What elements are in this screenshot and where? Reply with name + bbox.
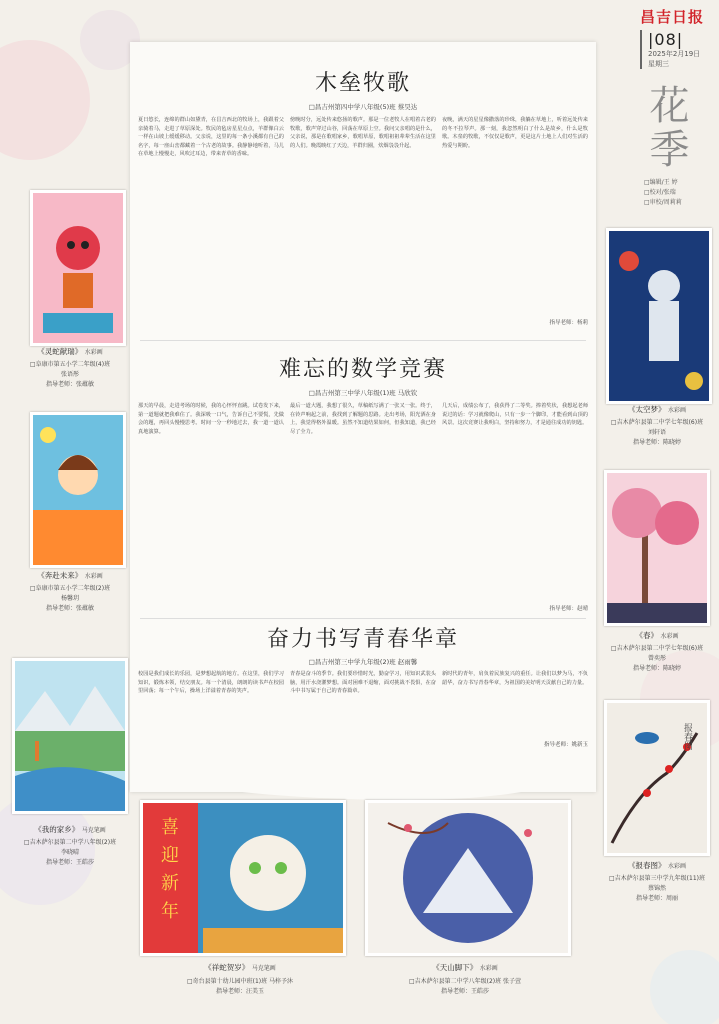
artwork-author: 蔡锦然	[647, 885, 666, 892]
artwork-teacher: 指导老师：陈晓婷	[632, 439, 681, 446]
artwork-medium: 水彩画	[667, 863, 686, 870]
artwork-author: 李晓晴	[60, 849, 79, 856]
artwork-author: 曾奕彤	[647, 655, 666, 662]
artwork-title: 《天山脚下》	[432, 963, 478, 972]
page-info	[640, 30, 716, 69]
artwork-author: 杨馨玥	[60, 595, 79, 602]
artwork-teacher: 指导老师：汪美玉	[215, 988, 264, 995]
artwork-caption	[10, 346, 130, 357]
artwork-caption	[140, 962, 340, 973]
artwork-caption	[598, 404, 716, 415]
artwork-school: □阜康市第五小学二年级(4)班	[29, 361, 111, 368]
artwork-teacher: 指导老师：周丽	[635, 895, 678, 902]
divider	[140, 340, 586, 341]
teacher-credit: 指导老师：杨莉	[549, 320, 588, 326]
artwork-medium: 马克笔画	[251, 965, 276, 972]
artwork-image	[30, 412, 126, 568]
editor-line: □审校/周莉莉	[644, 199, 682, 206]
article-byline: □昌吉州第三中学九年级(2)班 赵雨馨	[308, 658, 418, 666]
article-body: 夏日悠长，连绵的群山如黛青，在昌吉西北的牧场上，我跟着父亲骑着马，走进了草原深处。牧民的毡房星星点点，羊群像白云一样在山坡上缓缓移动。父亲说，这里的每一条小溪都有自己的名字，每一座山峦都藏着一个古老的故事。我静静地听着，马儿在草地上慢慢走，风吹过耳边，带来青草的香味。	[138, 117, 284, 158]
astronaut-illustration	[609, 231, 709, 401]
article-title: 难忘的数学竞赛	[278, 357, 447, 382]
artwork-caption	[598, 630, 716, 641]
artwork-title: 《灵蛇献瑞》	[37, 347, 83, 356]
article-title: 奋力书写青春华章	[266, 627, 459, 652]
artwork-credit	[140, 977, 340, 997]
cherry-blossom-illustration	[607, 473, 707, 623]
artwork-school: □吉木萨尔县第二中学七年级(6)班	[610, 645, 704, 652]
teacher-credit: 指导老师：赵晴	[549, 606, 588, 612]
artwork-credit	[10, 584, 130, 614]
artwork-author: 张语彤	[60, 371, 79, 378]
artwork-teacher: 指导老师：王皓莎	[440, 988, 489, 995]
artwork-medium: 水彩画	[660, 633, 679, 640]
artwork-credit	[10, 360, 130, 390]
artwork-title: 《太空梦》	[628, 405, 666, 414]
editor-line: □校对/张瑞	[644, 189, 676, 196]
new-year-snake-illustration	[143, 803, 343, 953]
artwork-school: □吉木萨尔县第二中学八年级(2)班 张子萱	[408, 978, 522, 985]
issue-date: 2025年2月19日	[648, 50, 701, 58]
article-byline: □昌吉州第三中学八年级(1)班 马欣钦	[308, 389, 418, 397]
artwork-title: 《报春图》	[628, 861, 666, 870]
artwork-caption	[365, 962, 565, 973]
artwork-title: 《祥蛇贺岁》	[204, 963, 250, 972]
article-body: 夜晚，满天的星星像撒落的珍珠，我躺在草地上，听着远处传来的冬不拉琴声。那一刻，我忽然明白了什么是故乡，什么是牧歌。木垒的牧歌，不仅仅是歌声，更是这片土地上人们对生活的热爱与期盼。	[442, 117, 588, 149]
artwork-teacher: 指导老师：张蕴敏	[45, 605, 94, 612]
artwork-credit	[10, 838, 130, 868]
artwork-medium: 水彩画	[84, 573, 103, 580]
artwork-image	[30, 190, 126, 346]
artwork-credit	[598, 418, 716, 448]
artwork-medium: 水彩画	[667, 407, 686, 414]
greeting-char: 迎	[161, 845, 179, 866]
girl-running-illustration	[33, 415, 123, 565]
artwork-medium: 水彩画	[84, 349, 103, 356]
artwork-school: □吉木萨尔县第二中学八年级(2)班	[23, 839, 117, 846]
artwork-caption	[598, 860, 716, 871]
artwork-credit	[598, 644, 716, 674]
artwork-image	[604, 470, 710, 626]
editor-line: □编辑/王 婷	[644, 179, 678, 186]
landscape-illustration	[15, 661, 125, 811]
artwork-caption	[10, 570, 130, 581]
artwork-teacher: 指导老师：张蕴敏	[45, 381, 94, 388]
artwork-medium: 马克笔画	[81, 827, 106, 834]
artwork-image	[140, 800, 346, 956]
newspaper-logo: 昌吉日报	[640, 8, 705, 26]
teacher-credit: 指导老师：姚新玉	[543, 742, 588, 748]
issue-weekday: 星期三	[648, 60, 669, 68]
artwork-medium: 水彩画	[479, 965, 498, 972]
artwork-school: □奇台县第十幼儿园中班(1)班 马梓予沐	[186, 978, 294, 985]
divider	[140, 618, 586, 619]
artwork-caption	[10, 824, 130, 835]
artwork-credit	[598, 874, 716, 904]
article-title: 木垒牧歌	[314, 71, 411, 96]
artwork-image	[606, 228, 712, 404]
plum-blossom-bird-illustration	[607, 703, 707, 853]
artwork-title: 《奔赴未来》	[37, 571, 83, 580]
article-body: 几天后，成绩公布了，我获得了二等奖。捧着奖状，我想起老师说过的话：学习就像爬山，只有一步一个脚印，才能看到山顶的风景。这次竞赛让我明白，坚持和努力，才是通往成功的钥匙。	[442, 403, 588, 427]
article-body: 傍晚时分，远处传来悠扬的歌声。那是一位老牧人在唱着古老的牧歌，歌声穿过山谷，回荡在草原上空。我问父亲唱的是什么，父亲说，那是在歌唱家乡，歌唱草原，歌唱祖祖辈辈生活在这里的人们。晚霞映红了天边，羊群归圈，炊烟袅袅升起。	[290, 117, 436, 149]
artwork-title: 《春》	[635, 631, 659, 640]
page-number: |08|	[648, 30, 684, 49]
greeting-char: 喜	[161, 817, 179, 838]
greeting-char: 新	[161, 873, 179, 894]
artwork-title: 《我的家乡》	[34, 825, 80, 834]
artwork-teacher: 指导老师：王皓莎	[45, 859, 94, 866]
painting-seal-text: 报春图	[682, 723, 692, 750]
article-body: 那天的早晨，走进考场的时候，我的心怦怦直跳。试卷发下来，第一道题就把我难住了。我深吸一口气，告诉自己不要慌，先做会的题，再回头慢慢思考。时间一分一秒地过去，我一道一道认真地演算。	[138, 403, 284, 435]
artwork-school: □阜康市第五小学二年级(2)班	[29, 585, 111, 592]
greeting-char: 年	[161, 901, 179, 922]
section-title: 花季	[643, 84, 689, 172]
artwork-image	[604, 700, 710, 856]
artwork-teacher: 指导老师：陈晓婷	[632, 665, 681, 672]
snake-cartoon-illustration	[33, 193, 123, 343]
article-body: 新时代的青年，肩负着民族复兴的重任。让我们以梦为马，不负韶华，奋力书写青春华章，为祖国的美好明天贡献自己的力量。	[442, 671, 588, 686]
article-body: 校园是我们成长的乐园，是梦想起航的地方。在这里，我们学习知识，锻炼本领，结交朋友。每一个清晨，朗朗的读书声在校园里回荡；每一个午后，操场上洋溢着青春的笑声。	[138, 671, 284, 695]
article-body: 最后一道大题，我想了很久，草稿纸写满了一张又一张。终于，在铃声响起之前，我找到了解题的思路。走出考场，阳光洒在身上，我觉得格外温暖。虽然不知道结果如何，但我知道，我已经尽了全力。	[290, 403, 436, 435]
mountain-circle-illustration	[368, 803, 568, 953]
article-body: 青春是奋斗的季节。我们要珍惜时光，勤奋学习，用知识武装头脑，用汗水浇灌梦想。面对困难不退缩，面对挑战不畏惧，在奋斗中书写属于自己的青春篇章。	[290, 671, 436, 695]
artwork-author: 刘轩语	[647, 429, 666, 436]
artwork-image	[12, 658, 128, 814]
artwork-school: □吉木萨尔县第二中学七年级(6)班	[610, 419, 704, 426]
artwork-school: □吉木萨尔县第三中学九年级(11)班	[609, 875, 705, 882]
artwork-image	[365, 800, 571, 956]
artwork-credit	[365, 977, 565, 997]
editor-credits	[644, 178, 682, 208]
article-byline: □昌吉州第四中学八年级(5)班 蔡昊达	[308, 103, 418, 111]
